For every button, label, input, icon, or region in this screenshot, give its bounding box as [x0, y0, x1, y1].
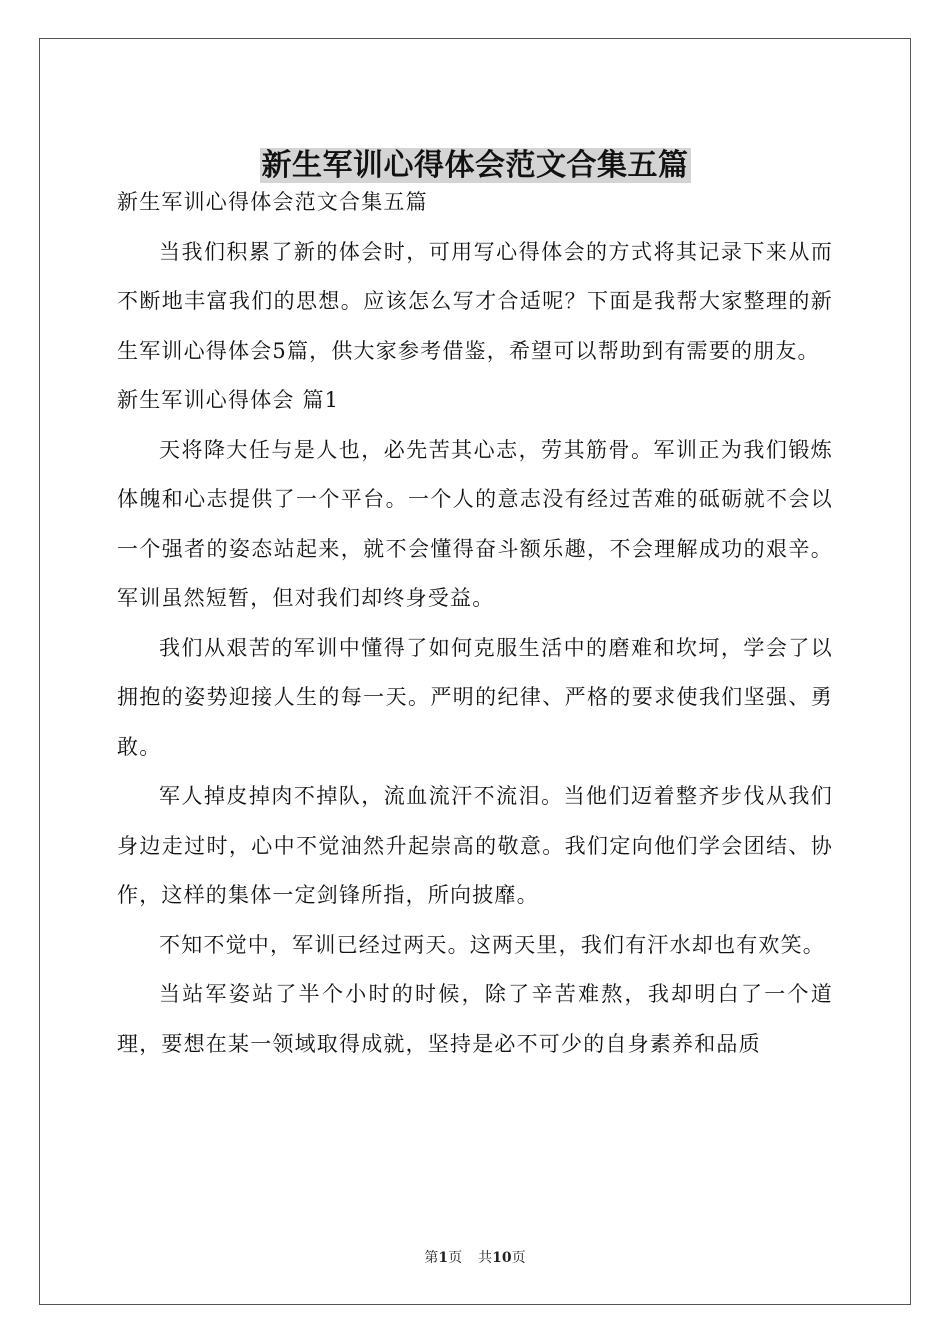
body-paragraph: 天将降大任与是人也，必先苦其心志，劳其筋骨。军训正为我们锻炼体魄和心志提供了一个平台。一个人的意志没有经过苦难的砥砺就不会以一个强者的姿态站起来，就不会懂得奋斗额乐趣，不会理解成功的艰辛。军训虽然短暂，但对我们却终身受益。	[117, 437, 833, 610]
page-prefix: 第	[424, 1250, 439, 1266]
total-prefix: 共	[478, 1250, 493, 1266]
body-paragraph: 不知不觉中，军训已经过两天。这两天里，我们有汗水却也有欢笑。	[159, 932, 825, 957]
page-current: 1	[438, 1250, 449, 1266]
page-footer	[0, 1247, 950, 1267]
page-total: 10	[492, 1250, 512, 1266]
body-paragraph: 我们从艰苦的军训中懂得了如何克服生活中的磨难和坎坷，学会了以拥抱的姿势迎接人生的每一天。严明的纪律、严格的要求使我们坚强、勇敢。	[117, 635, 833, 759]
subtitle-paragraph: 新生军训心得体会范文合集五篇	[117, 190, 428, 214]
body-paragraph: 当站军姿站了半个小时的时候，除了辛苦难熬，我却明白了一个道理，要想在某一领域取得成就，坚持是必不可少的自身素养和品质	[117, 982, 833, 1056]
body-paragraph: 军人掉皮掉肉不掉队，流血流汗不流泪。当他们迈着整齐步伐从我们身边走过时，心中不觉油然升起崇高的敬意。我们定向他们学会团结、协作，这样的集体一定剑锋所指，所向披靡。	[117, 784, 833, 907]
page-unit: 页	[448, 1250, 463, 1266]
intro-paragraph: 当我们积累了新的体会时，可用写心得体会的方式将其记录下来从而不断地丰富我们的思想。应该怎么写才合适呢？下面是我帮大家整理的新生军训心得体会5篇，供大家参考借鉴，希望可以帮助到有需要的朋友。	[117, 239, 833, 363]
total-unit: 页	[511, 1250, 526, 1266]
section-heading: 新生军训心得体会 篇1	[117, 388, 340, 412]
document-body	[117, 178, 833, 1069]
document-title-text: 新生军训心得体会范文合集五篇	[261, 148, 689, 184]
